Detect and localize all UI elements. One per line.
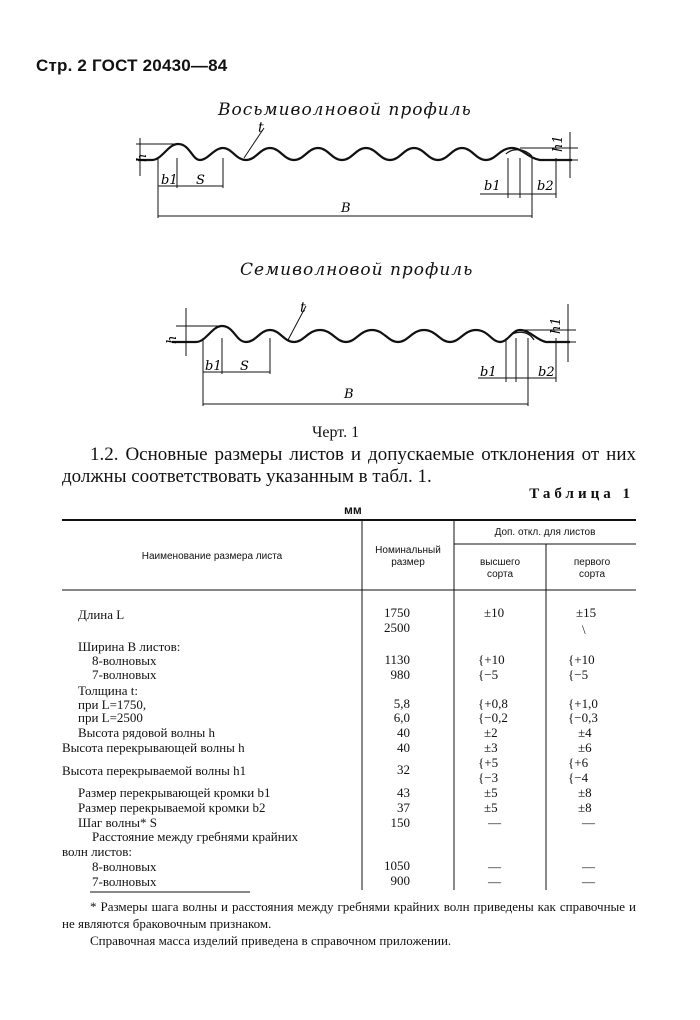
- table-row-name: волн листов:: [62, 844, 133, 859]
- header-top-line1: высшего: [479, 557, 521, 568]
- table-cell-nominal: 43: [397, 785, 410, 800]
- table-cell-first: {+1,0: [568, 696, 598, 711]
- table-cell-first: {−4: [568, 770, 589, 785]
- label-h-2: h: [165, 335, 180, 344]
- table-cell-nominal: 6,0: [393, 710, 410, 725]
- label-t: t: [258, 120, 264, 136]
- profile-title-7: Семиволновой профиль: [240, 260, 474, 280]
- header-nominal: [364, 545, 452, 569]
- table-row-name: при L=1750,: [78, 697, 147, 712]
- header-first-line1: первого: [573, 557, 611, 568]
- label-h1-2: h1: [549, 317, 564, 334]
- table-row-name: Толщина t:: [78, 683, 138, 698]
- header-nominal-line2: размер: [391, 557, 425, 568]
- table-row-name: Шаг волны* S: [78, 815, 158, 830]
- table-cell-nominal: 40: [397, 740, 410, 755]
- header-first-line2: сорта: [578, 569, 606, 580]
- label-s-2: S: [240, 359, 249, 374]
- table-cell-first: —: [582, 859, 595, 874]
- table-label: Таблица 1: [529, 486, 634, 502]
- table-cell-nominal: 150: [390, 815, 410, 830]
- page-number: Стр. 2: [36, 56, 88, 75]
- table-cell-nominal: 1130: [384, 652, 410, 667]
- table-units: мм: [344, 503, 362, 517]
- table-row-name: Длина L: [78, 607, 125, 622]
- table-cell-top: {+0,8: [478, 696, 508, 711]
- table-cell-top: {−0,2: [478, 710, 508, 725]
- table-cell-first: ±4: [578, 725, 592, 740]
- header-name: Наименование размера листа: [141, 551, 283, 562]
- paragraph-1-2: 1.2. Основные размеры листов и допускаемые отклонения от них должны соответствовать указанным в табл. 1.: [62, 444, 636, 487]
- table-row-name: при L=2500: [78, 710, 143, 725]
- table-cell-nominal: 2500: [384, 620, 410, 635]
- table-cell-first: {−0,3: [568, 710, 598, 725]
- table-cell-nominal: 1050: [384, 858, 410, 873]
- table-row-name: Расстояние между гребнями крайних: [92, 829, 299, 844]
- label-b1-right: b1: [484, 179, 501, 194]
- table-cell-first: \: [582, 622, 586, 637]
- header-nominal-line1: Номинальный: [375, 545, 441, 556]
- table-row-name: Ширина B листов:: [78, 639, 181, 654]
- table-cell-first: {+10: [568, 652, 595, 667]
- label-h1: h1: [551, 135, 566, 152]
- label-b2: b2: [537, 179, 554, 194]
- table-row-name: Размер перекрывающей кромки b1: [78, 785, 271, 800]
- table-row-name: Размер перекрываемой кромки b2: [78, 800, 266, 815]
- table-cell-first: ±6: [578, 740, 592, 755]
- table-cell-top: —: [488, 815, 501, 830]
- table-cell-nominal: 5,8: [393, 696, 410, 711]
- table-cell-nominal: 32: [397, 762, 410, 777]
- table-cell-top: {−5: [478, 667, 499, 682]
- standard-number: ГОСТ 20430—84: [92, 56, 228, 75]
- table-cell-first: {−5: [568, 667, 589, 682]
- label-s: S: [196, 173, 205, 188]
- table-cell-top: —: [488, 859, 501, 874]
- figure-caption: Черт. 1: [312, 424, 360, 441]
- table-cell-first: —: [582, 815, 595, 830]
- table-cell-nominal: 40: [397, 725, 410, 740]
- label-b1-right-2: b1: [480, 365, 497, 380]
- table-row-name: Высота перекрываемой волны h1: [62, 763, 247, 778]
- table-cell-first: ±15: [576, 605, 597, 620]
- table-cell-top: {+5: [478, 755, 499, 770]
- table-cell-first: {+6: [568, 755, 589, 770]
- table-cell-top: ±5: [484, 800, 498, 815]
- header-dev-group: Доп. откл. для листов: [494, 527, 596, 538]
- table-row-name: Высота рядовой волны h: [78, 725, 216, 740]
- label-b-2: B: [344, 387, 354, 402]
- label-h: h: [135, 153, 150, 162]
- label-b: B: [341, 201, 351, 216]
- header-top-line2: сорта: [486, 569, 514, 580]
- table-cell-nominal: 37: [397, 800, 410, 815]
- label-b2-2: b2: [538, 365, 555, 380]
- label-b1: b1: [161, 173, 178, 188]
- table-cell-top: {−3: [478, 770, 499, 785]
- profile-title-8: Восьмиволновой профиль: [218, 100, 472, 120]
- table-row-name: 8-волновых: [92, 653, 157, 668]
- table-cell-first: ±8: [578, 785, 592, 800]
- table-cell-first: —: [582, 874, 595, 889]
- mass-note: Справочная масса изделий приведена в справочном приложении.: [90, 933, 452, 948]
- table-cell-nominal: 980: [390, 667, 410, 682]
- table-cell-top: {+10: [478, 652, 505, 667]
- header-first-grade: [548, 557, 636, 581]
- table-cell-top: ±10: [484, 605, 505, 620]
- table-cell-top: ±2: [484, 725, 498, 740]
- label-b1-2: b1: [205, 359, 222, 374]
- table-row-name: 7-волновых: [92, 667, 157, 682]
- table-cell-nominal: 900: [390, 873, 410, 888]
- table-row-name: Высота перекрывающей волны h: [62, 740, 245, 755]
- table-cell-top: —: [488, 874, 501, 889]
- footnote: * Размеры шага волны и расстояния между гребнями крайних волн приведены как справочные и не являются браковочным признаком.: [62, 899, 636, 931]
- table-cell-top: ±3: [484, 740, 498, 755]
- table-row-name: 8-волновых: [92, 859, 157, 874]
- table-row-name: 7-волновых: [92, 874, 157, 889]
- table-cell-nominal: 1750: [384, 605, 410, 620]
- header-top-grade: [456, 557, 544, 581]
- label-t-2: t: [300, 300, 306, 316]
- table-cell-first: ±8: [578, 800, 592, 815]
- table-cell-top: ±5: [484, 785, 498, 800]
